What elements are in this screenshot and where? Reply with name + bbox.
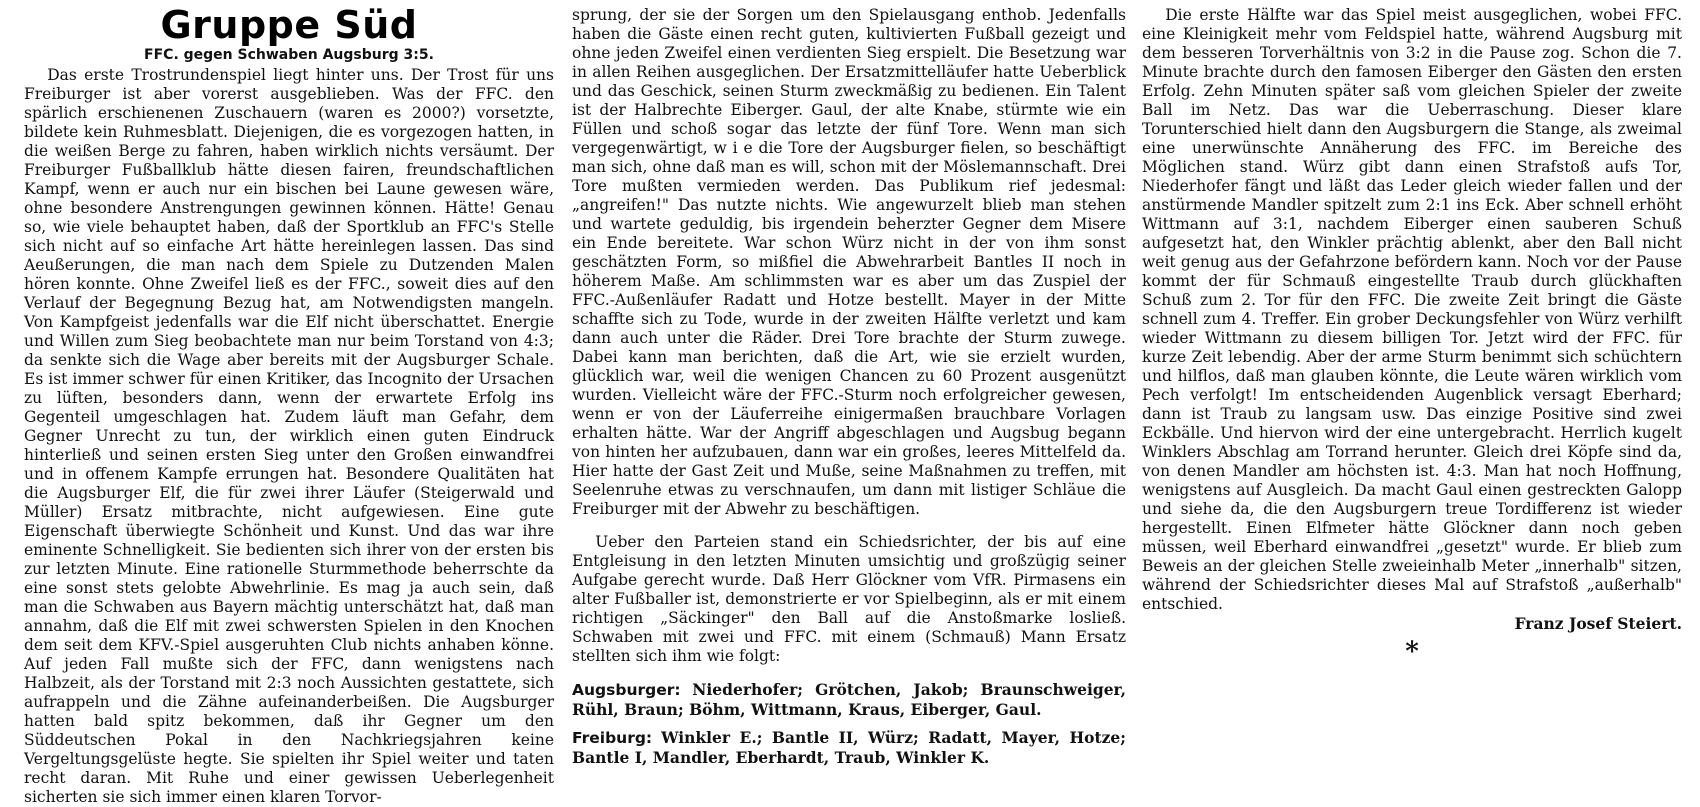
team-name-augsburg: Augsburger: (572, 681, 681, 699)
lineup-augsburg (572, 680, 1126, 720)
article-body-col2: sprung, der sie der Sorgen um den Spielausgang enthob. Jedenfalls haben die Gäste einen recht guten, kultivierten Fußball gezeigt und ohne jeden Zweifel einen verdienten Sieg erspielt. Die Besetzung war in allen Reihen ausgeglichen. Der Ersatzmittelläufer hatte Ueberblick und das Geschick, seinen Sturm zweckmäßig zu bedienen. Ein Talent ist der Halbrechte Eiberger. Gaul, der alte Knabe, stürmte wie ein Füllen und schoß sogar das letzte der fünf Tore. Wenn man sich vergegenwärtigt, w i e die Tore der Augsburger fielen, so beschäftigt man sich, ohne daß man es will, schon mit der Möslemannschaft. Drei Tore mußten vermieden werden. Das Publikum rief jedesmal: „angreifen!" Das nutzte nichts. Wie angewurzelt blieb man stehen und wartete geduldig, bis irgendein beherzter Gegner dem Misere ein Ende bereitete. War schon Würz nicht in der von ihm sonst geschätzten Form, so mißfiel die Abwehrarbeit Bantles II noch in höherem Maße. Am schlimmsten war es aber um das Zuspiel der FFC.-Außenläufer Radatt und Hotze bestellt. Mayer in der Mitte schaffte sich zu Tode, wurde in der zweiten Hälfte verletzt und kam dann auch unter die Räder. Drei Tore brachte der Sturm zuwege. Dabei kann man berichten, daß die Art, wie sie erzielt wurden, glücklich war, weil die wenigen Chancen zu 60 Prozent ausgenützt wurden. Vielleicht wäre der FFC.-Sturm noch erfolgreicher gewesen, wenn er von der Läuferreihe einigermaßen brauchbare Vorlagen erhalten hätte. War der Angriff abgeschlagen und Augsbug begann von hinten her aufzubauen, dann war ein großes, leeres Mittelfeld da. Hier hatte der Gast Zeit und Muße, seine Maßnahmen zu treffen, mit Seelenruhe etwas zu verschnaufen, um dann mit listiger Schläue die Freiburger mit der Abwehr zu beschäftigen. (572, 6, 1126, 518)
lineup-freiburg (572, 728, 1126, 768)
article-body-col3: Die erste Hälfte war das Spiel meist ausgeglichen, wobei FFC. eine Kleinigkeit mehr vom Feldspiel hatte, während Augsburg mit dem besseren Torverhältnis von 3:2 in die Pause zog. Schon die 7. Minute brachte durch den famosen Eiberger den Gästen den ersten Erfolg. Zehn Minuten später saß vom gleichen Spieler der zweite Ball im Netz. Das war die Ueberraschung. Dieser klare Torunterschied hielt dann den Augsburgern die Stange, als zweimal eine unerwünschte Annäherung des FFC. im Bereiche des Möglichen stand. Würz gibt dann einen Strafstoß aufs Tor, Niederhofer fängt und läßt das Leder gleich wieder fallen und der anstürmende Mandler spitzelt zum 2:1 ins Eck. Aber schnell erhöht Wittmann auf 3:1, nachdem Eiberger einen sauberen Schuß aufgesetzt hat, den Winkler prächtig ablenkt, aber den Ball nicht weit genug aus der Gefahrzone befördern kann. Noch vor der Pause kommt der für Schmauß eingestellte Traub durch glückhaften Schuß zum 2. Tor für den FFC. Die zweite Zeit bringt die Gäste schnell zum 4. Treffer. Ein grober Deckungsfehler von Würz verhilft wieder Wittmann zu diesem billigen Tor. Jetzt wird der FFC. für kurze Zeit lebendig. Aber der arme Sturm benimmt sich schüchtern und hilflos, daß man glauben könnte, die Leute wären wirklich vom Pech verfolgt! Im entscheidenden Augenblick versagt Eberhard; dann ist Traub zu langsam usw. Das einzige Positive sind zwei Eckbälle. Und hiervon wird der eine untergebracht. Herrlich kugelt Winklers Abschlag am Torrand herunter. Gleich drei Köpfe sind da, von denen Mandler am höchsten ist. 4:3. Man hat noch Hoffnung, wenigstens auf Ausgleich. Da macht Gaul einen gestreckten Galopp und siehe da, die den Augsburgern treue Tordifferenz ist wieder hergestellt. Einen Elfmeter hätte Glöckner dann noch geben müssen, weil Eberhard einwandfrei „gesetzt" wurde. Er blieb zum Beweis an der gleichen Stelle zweieinhalb Meter „innerhalb" sitzen, während der Schiedsrichter dieses Mal auf Strafstoß „außerhalb" entschied. (1142, 6, 1682, 613)
column-2 (572, 6, 1126, 768)
column-3 (1142, 6, 1682, 667)
referee-paragraph: Ueber den Parteien stand ein Schiedsrichter, der bis auf eine Entgleisung in den letzten Minuten umsichtig und großzügig seiner Aufgabe gerecht wurde. Daß Herr Glöckner vom VfR. Pirmasens ein alter Fußballer ist, demonstrierte er vor Spielbeginn, als er mit einem richtigen „Säckinger" den Ball auf die Anstoßmarke losließ. Schwaben mit zwei und FFC. mit einem (Schmauß) Mann Ersatz stellten sich ihm wie folgt: (572, 533, 1126, 665)
team-name-freiburg: Freiburg: (572, 729, 653, 747)
players-freiburg: Winkler E.; Bantle II, Würz; Radatt, Mayer, Hotze; Bantle I, Mandler, Eberhardt, Traub, Winkler K. (572, 728, 1126, 767)
article-body-col1: Das erste Trostrundenspiel liegt hinter uns. Der Trost für uns Freiburger ist aber vorerst ausgeblieben. Was der FFC. den spärlich erschienenen Zuschauern (waren es 2000?) vorsetzte, bildete kein Ruhmesblatt. Diejenigen, die es vorgezogen hatten, in die weißen Berge zu fahren, haben wirklich nichts versäumt. Der Freiburger Fußballklub hätte diesen fairen, freundschaftlichen Kampf, wenn er auch nur ein bischen bei Laune gewesen wäre, ohne besondere Anstrengungen gewinnen können. Hätte! Genau so, wie viele behauptet haben, daß der Sportklub an FFC's Stelle sich nicht auf so einfache Art hätte hereinlegen lassen. Das sind Aeußerungen, die man nach dem Spiele zu Dutzenden Malen hören konnte. Ohne Zweifel ließ es der FFC., soweit dies auf den Verlauf der Begegnung Bezug hat, am Notwendigsten mangeln. Von Kampfgeist jedenfalls war die Elf nicht überschattet. Energie und Willen zum Sieg beobachtete man nur beim Torstand von 4:3; da senkte sich die Wage aber bereits mit der Augsburger Schale. Es ist immer schwer für einen Kritiker, das Incognito der Ursachen zu lüften, besonders dann, wenn der erwartete Erfolg ins Gegenteil umgeschlagen hat. Zudem läuft man Gefahr, dem Gegner Unrecht zu tun, der wirklich einen guten Eindruck hinterließ und seinen ersten Sieg unter den Großen einwandfrei und in offenem Kampfe errungen hat. Besondere Qualitäten hat die Augsburger Elf, die für zwei ihrer Läufer (Steigerwald und Müller) Ersatz mitbrachte, nicht aufgewiesen. Eine gute Eigenschaft überwiegte Schönheit und Kunst. Und das war ihre eminente Schnelligkeit. Sie bedienten sich ihrer von der ersten bis zur letzten Minute. Eine rationelle Sturmmethode beherrschte da eine sonst stets gelobte Abwehrlinie. Es mag ja auch sein, daß man die Schwaben aus Bayern mächtig unterschätzt hat, daß man annahm, daß die Elf mit zwei schwersten Spielen in den Knochen dem seit dem KFV.-Spiel ausgeruhten Club nichts anhaben könne. Auf jeden Fall mußte sich der FFC, dann wenigstens nach Halbzeit, als der Torstand mit 2:3 noch Aussichten gestattete, sich aufrappeln und die Zähne aufeinanderbeißen. Die Augsburger hatten bald spitz bekommen, daß ihr Gegner um den Süddeutschen Pokal in den Nachkriegsjahren keine Vergeltungsgelüste hegte. Sie spielten ihr Spiel weiter und taten recht daran. Mit Ruhe und einer gewissen Ueberlegenheit sicherten sie sich immer einen klaren Torvor- (24, 66, 554, 806)
section-end-ornament: * (1405, 637, 1419, 667)
headline: Gruppe Süd (160, 3, 418, 47)
author-byline: Franz Josef Steiert. (1514, 614, 1682, 633)
column-1 (24, 3, 554, 807)
players-augsburg: Niederhofer; Grötchen, Jakob; Braunschweiger, Rühl, Braun; Böhm, Wittmann, Kraus, Eiberger, Gaul. (572, 680, 1126, 719)
subheadline: FFC. gegen Schwaben Augsburg 3:5. (144, 47, 434, 63)
